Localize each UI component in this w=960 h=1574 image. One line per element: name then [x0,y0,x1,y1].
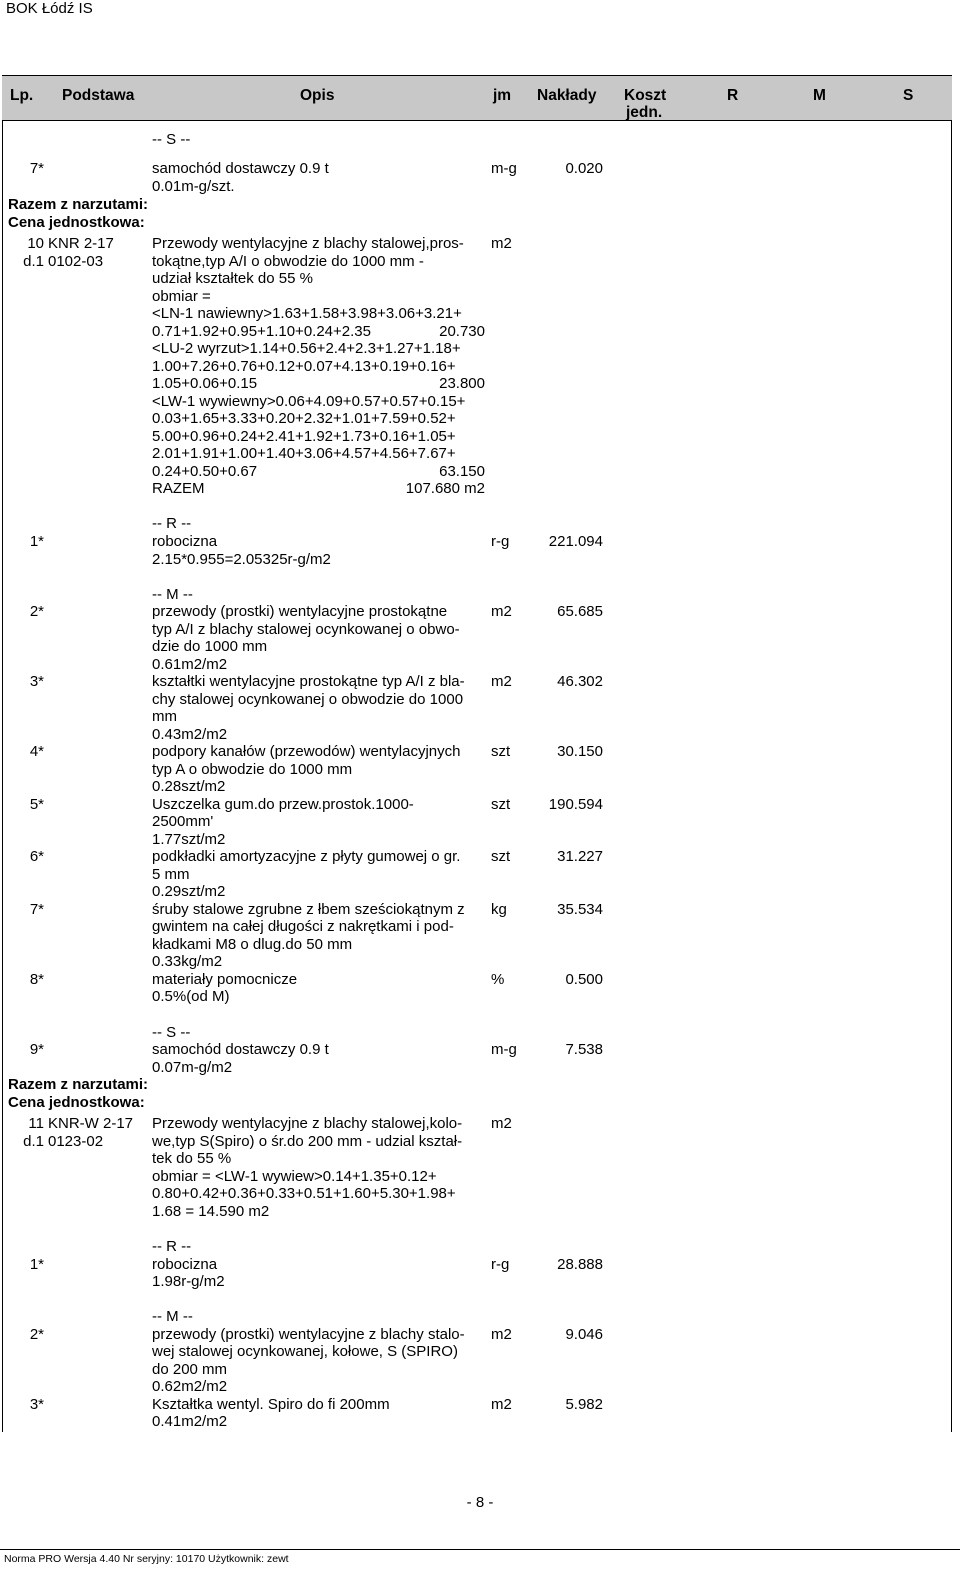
cell-opis: podkładki amortyzacyjne z płyty gumowej o gr. [152,848,461,865]
cell-opis: 0.41m2/m2 [152,1413,228,1430]
cell-opis: 0.01m-g/szt. [152,178,235,195]
cell-opis: samochód dostawczy 0.9 t [152,1041,329,1058]
header-naklady: Nakłady [537,87,597,104]
cell-opis: <LU-2 wyrzut>1.14+0.56+2.4+2.3+1.27+1.18+ [152,340,461,357]
header-koszt-jedn: jedn. [626,104,663,121]
header-podstawa: Podstawa [62,87,135,104]
cell-lp: 6* [29,848,44,865]
cell-value: 107.680 m2 [405,480,485,497]
cell-opis: 0.29szt/m2 [152,883,226,900]
cell-opis: do 200 mm [152,1361,228,1378]
cell-lp: 7* [29,160,44,177]
cell-opis: robocizna [152,533,218,550]
cell-opis: Przewody wentylacyjne z blachy stalowej,pros- [152,235,464,252]
cell-opis: kształtki wentylacyjne prostokątne typ A/I z bla- [152,673,465,690]
cell-jm: szt [491,848,511,865]
cell-jm: m2 [491,1396,512,1413]
cell-lp: 2* [29,603,44,620]
cell-opis: -- R -- [152,515,192,532]
cell-naklady: 65.685 [557,603,603,620]
app-title: BOK Łódź IS [6,0,93,17]
cell-opis: 0.07m-g/m2 [152,1059,233,1076]
cell-value: 63.150 [439,463,485,480]
cell-podstawa: KNR 2-17 [48,235,114,252]
cell-opis: typ A/I z blachy stalowej ocynkowanej o obwo- [152,621,460,638]
cell-opis: obmiar = [152,288,211,305]
cell-jm: m2 [491,603,512,620]
cell-opis: robocizna [152,1256,218,1273]
cell-opis: udział kształtek do 55 % [152,270,313,287]
cell-opis: 0.33kg/m2 [152,953,223,970]
cell-podstawa: 0123-02 [48,1133,104,1150]
cell-opis: przewody (prostki) wentylacyjne prostokątne [152,603,448,620]
cell-left: Cena jednostkowa: [8,1094,145,1111]
cell-opis: podpory kanałów (przewodów) wentylacyjnych [152,743,461,760]
cell-lp: d.1 [23,1133,44,1150]
cell-lp: 3* [29,1396,44,1413]
cell-naklady: 221.094 [548,533,603,550]
cell-podstawa: 0102-03 [48,253,104,270]
cell-jm: r-g [491,1256,510,1273]
cell-naklady: 5.982 [565,1396,603,1413]
footer-info: Norma PRO Wersja 4.40 Nr seryjny: 10170 Użytkownik: zewt [4,1553,289,1565]
cell-lp: 11 [28,1115,44,1132]
cell-opis: tokątne,typ A/I o obwodzie do 1000 mm - [152,253,424,270]
cell-opis: 1.77szt/m2 [152,831,226,848]
cell-opis: 0.62m2/m2 [152,1378,228,1395]
cell-jm: r-g [491,533,510,550]
cell-opis: tek do 55 % [152,1150,232,1167]
cell-opis: typ A o obwodzie do 1000 mm [152,761,353,778]
cell-naklady: 7.538 [565,1041,603,1058]
cell-opis: samochód dostawczy 0.9 t [152,160,329,177]
cell-lp: d.1 [23,253,44,270]
table-left-border [2,120,3,1432]
cell-opis: 5.00+0.96+0.24+2.41+1.92+1.73+0.16+1.05+ [152,428,456,445]
cell-opis: 1.05+0.06+0.15 [152,375,258,392]
cell-left: Razem z narzutami: [8,1076,149,1093]
cell-opis: dzie do 1000 mm [152,638,268,655]
cell-opis: obmiar = <LW-1 wywiew>0.14+1.35+0.12+ [152,1168,437,1185]
cell-opis: gwintem na całej długości z nakrętkami i pod- [152,918,454,935]
cell-lp: 9* [29,1041,44,1058]
cell-naklady: 0.500 [565,971,603,988]
cell-opis: Kształtka wentyl. Spiro do fi 200mm [152,1396,390,1413]
cell-naklady: 30.150 [557,743,603,760]
cell-podstawa: KNR-W 2-17 [48,1115,134,1132]
cell-opis: 0.43m2/m2 [152,726,228,743]
cell-opis: śruby stalowe zgrubne z łbem sześciokątnym z [152,901,465,918]
cell-opis: 0.61m2/m2 [152,656,228,673]
header-lp: Lp. [10,87,34,104]
cell-opis: -- M -- [152,1308,193,1325]
cell-naklady: 35.534 [557,901,603,918]
cell-opis: -- S -- [152,1024,191,1041]
cell-jm: m-g [491,160,517,177]
cell-opis: 1.98r-g/m2 [152,1273,225,1290]
cell-jm: m2 [491,1326,512,1343]
cell-jm: kg [491,901,507,918]
footer-divider [0,1549,960,1550]
table-header [2,75,952,121]
cell-opis: 0.24+0.50+0.67 [152,463,258,480]
header-m: M [813,87,826,104]
cell-jm: m2 [491,1115,512,1132]
page-number: - 8 - [466,1494,494,1511]
header-s: S [903,87,914,104]
cell-opis: 1.00+7.26+0.76+0.12+0.07+4.13+0.19+0.16+ [152,358,456,375]
cell-jm: m2 [491,235,512,252]
cell-opis: <LN-1 nawiewny>1.63+1.58+3.98+3.06+3.21+ [152,305,462,322]
cell-opis: przewody (prostki) wentylacyjne z blachy stalo- [152,1326,465,1343]
cell-lp: 5* [29,796,44,813]
cell-opis: kładkami M8 o dlug.do 50 mm [152,936,353,953]
cell-value: 23.800 [439,375,485,392]
cell-opis: chy stalowej ocynkowanej o obwodzie do 1000 [152,691,464,708]
cell-opis: we,typ S(Spiro) o śr.do 200 mm - udzial kształ- [152,1133,463,1150]
cell-opis: -- M -- [152,586,193,603]
cell-jm: szt [491,796,511,813]
cell-lp: 7* [29,901,44,918]
cell-jm: m2 [491,673,512,690]
cell-naklady: 31.227 [557,848,603,865]
cell-opis: Uszczelka gum.do przew.prostok.1000- [152,796,414,813]
cell-opis: materiały pomocnicze [152,971,298,988]
cell-naklady: 28.888 [557,1256,603,1273]
table-right-border [951,120,952,1432]
cell-opis: 2500mm' [152,813,214,830]
cell-naklady: 190.594 [548,796,603,813]
cell-opis: 0.80+0.42+0.36+0.33+0.51+1.60+5.30+1.98+ [152,1185,456,1202]
cell-opis: -- S -- [152,131,191,148]
cell-opis: 1.68 = 14.590 m2 [152,1203,270,1220]
header-r: R [727,87,739,104]
cell-opis: mm [152,708,177,725]
cell-lp: 4* [29,743,44,760]
cell-opis: 0.5%(od M) [152,988,230,1005]
cell-naklady: 46.302 [557,673,603,690]
cell-opis: -- R -- [152,1238,192,1255]
cell-value: 20.730 [439,323,485,340]
cell-left: Cena jednostkowa: [8,214,145,231]
cell-lp: 3* [29,673,44,690]
cell-left: Razem z narzutami: [8,196,149,213]
cell-opis: Przewody wentylacyjne z blachy stalowej,kolo- [152,1115,463,1132]
cell-lp: 1* [29,1256,44,1273]
cell-jm: m-g [491,1041,517,1058]
cell-opis: RAZEM [152,480,205,497]
cell-jm: szt [491,743,511,760]
cell-jm: % [491,971,505,988]
cell-naklady: 9.046 [565,1326,603,1343]
header-koszt: Koszt [624,87,667,104]
header-opis: Opis [300,87,335,104]
cell-opis: 0.03+1.65+3.33+0.20+2.32+1.01+7.59+0.52+ [152,410,456,427]
cell-opis: 0.28szt/m2 [152,778,226,795]
cell-opis: 0.71+1.92+0.95+1.10+0.24+2.35 [152,323,371,340]
cell-naklady: 0.020 [565,160,603,177]
cell-lp: 1* [29,533,44,550]
cell-opis: 5 mm [152,866,190,883]
cell-lp: 8* [29,971,44,988]
cell-opis: wej stalowej ocynkowanej, kołowe, S (SPIRO) [152,1343,458,1360]
cell-opis: 2.15*0.955=2.05325r-g/m2 [152,551,331,568]
header-jm: jm [493,87,512,104]
cell-lp: 10 [27,235,44,252]
cell-opis: 2.01+1.91+1.00+1.40+3.06+4.57+4.56+7.67+ [152,445,456,462]
cell-opis: <LW-1 wywiewny>0.06+4.09+0.57+0.57+0.15+ [152,393,466,410]
cell-lp: 2* [29,1326,44,1343]
